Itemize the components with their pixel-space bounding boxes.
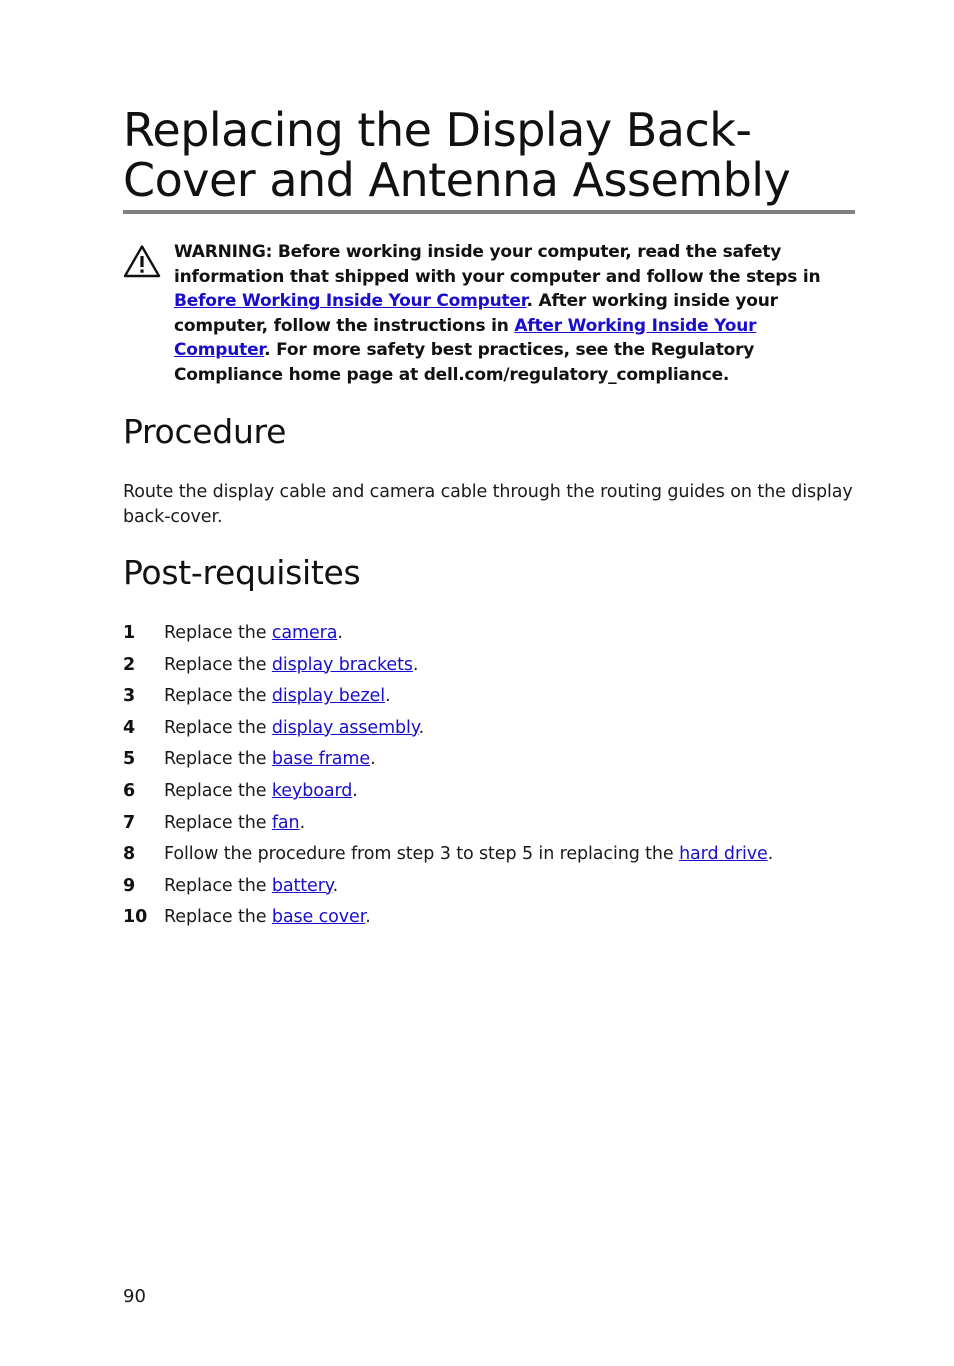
step-text (164, 871, 338, 903)
step-text (164, 681, 390, 713)
step-text-pre: Replace the (164, 780, 272, 801)
step-text-post: . (418, 717, 425, 738)
fan-link[interactable]: fan (271, 812, 300, 833)
step-text-post: . (412, 654, 419, 675)
step-number: 4 (123, 717, 136, 738)
step-item (123, 776, 863, 808)
step-text-pre: Replace the (164, 623, 272, 643)
after-working-inside-link[interactable]: After Working Inside Your Computer (174, 315, 757, 361)
step-text-post: . (384, 686, 391, 707)
step-text (164, 902, 371, 934)
step-text-post: . (352, 780, 358, 801)
page-title-line-2: Cover and Antenna Assembly (123, 153, 791, 207)
step-text-pre: Replace the (164, 875, 272, 896)
step-text (164, 839, 773, 871)
camera-link[interactable]: camera (271, 623, 338, 643)
hard-drive-link[interactable]: hard drive (679, 844, 768, 865)
step-item (123, 681, 863, 713)
step-text-post: . (767, 844, 774, 865)
step-number: 8 (123, 844, 136, 865)
step-number: 5 (123, 749, 136, 770)
step-text-pre: Replace the (164, 686, 272, 707)
step-item (123, 902, 863, 934)
step-text (164, 744, 376, 776)
post-requisites-steps (123, 618, 863, 934)
step-number: 3 (123, 686, 136, 707)
page-number: 90 (123, 1286, 146, 1307)
page-title (123, 105, 863, 205)
step-text (164, 808, 305, 840)
step-item (123, 871, 863, 903)
step-number: 1 (123, 623, 136, 643)
step-text-pre: Replace the (164, 654, 272, 675)
step-number: 10 (123, 907, 148, 928)
warning-triangle-icon (123, 244, 161, 278)
procedure-heading: Procedure (123, 412, 287, 451)
step-text (164, 776, 358, 808)
title-rule (123, 210, 855, 214)
display-bezel-link[interactable]: display bezel (271, 686, 385, 707)
warning-text-part-1: WARNING: Before working inside your computer, read the safety information that shipped with your computer and follow the steps in (174, 242, 821, 287)
before-working-inside-link[interactable]: Before Working Inside Your Computer (174, 291, 527, 312)
step-item (123, 650, 863, 682)
step-item (123, 744, 863, 776)
procedure-text: Route the display cable and camera cable through the routing guides on the display back-cover. (123, 482, 853, 527)
step-number: 9 (123, 875, 136, 896)
step-text-post: . (332, 875, 339, 896)
post-requisites-heading: Post-requisites (123, 553, 361, 592)
step-text (164, 650, 418, 682)
step-item (123, 618, 863, 650)
step-text-pre: Follow the procedure from step 3 to step 5 in replacing the (164, 844, 680, 865)
step-text-pre: Replace the (164, 717, 272, 738)
step-item (123, 713, 863, 745)
keyboard-link[interactable]: keyboard (271, 780, 353, 801)
step-text (164, 713, 424, 745)
warning-text-part-2: . After working inside your computer, follow the instructions in (174, 291, 778, 336)
warning-text (174, 240, 855, 388)
step-text-pre: Replace the (164, 907, 272, 928)
step-text-post: . (299, 812, 306, 833)
step-text-pre: Replace the (164, 812, 272, 833)
page-title-line-1: Replacing the Display Back- (123, 103, 752, 157)
base-cover-link[interactable]: base cover (271, 907, 366, 928)
step-text (164, 618, 343, 650)
battery-link[interactable]: battery (271, 875, 333, 896)
step-text-pre: Replace the (164, 749, 272, 770)
base-frame-link[interactable]: base frame (271, 749, 371, 770)
display-assembly-link[interactable]: display assembly (271, 717, 419, 738)
step-number: 2 (123, 654, 136, 675)
display-brackets-link[interactable]: display brackets (271, 654, 413, 675)
warning-text-part-3: . For more safety best practices, see the Regulatory Compliance home page at dell.com/regulatory_compliance. (174, 340, 755, 385)
step-text-post: . (370, 749, 376, 770)
step-text-post: . (365, 907, 371, 928)
step-number: 6 (123, 780, 136, 801)
step-number: 7 (123, 812, 136, 833)
step-text-post: . (337, 623, 343, 643)
step-item (123, 808, 863, 840)
step-item (123, 839, 863, 871)
